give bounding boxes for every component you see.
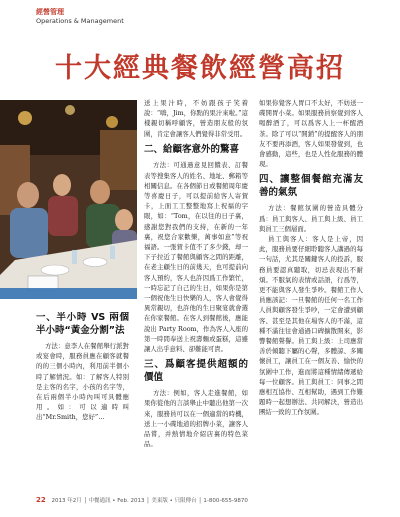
page-number: 22 — [36, 496, 46, 504]
heading-section-2: 二、給顧客意外的驚喜 — [144, 143, 240, 155]
section-label-english: Operations & Management — [36, 17, 124, 25]
section-label-chinese: 經營管理 — [36, 8, 64, 16]
section-header — [36, 8, 124, 26]
paragraph: 方法：意李人在餐館舉行派對或宴會時，服務員應在顧客就餐的的三個小時內，利用前半個小時了解情況。如：了解客人特別是主客的名字，小孩的名字等，在后兩個半小時內叫可具體應用。如：可以適時叫出“Mr.Smith，您好”… — [36, 342, 129, 422]
heading-section-1: 一、半小時 VS 兩個半小時“黃金分割”法 — [36, 312, 129, 336]
text-column-1 — [36, 312, 129, 485]
paragraph: 員工與客人：客人是上帝，因此，服務員要仔細聆聽客人講過的每一句話，尤其是關鍵客人的投訴，服務員要認真聽取，切忌表現出不耐煩。不服氣的表情或話語，行爲等，更不能與客人發生爭吵。餐館工作人員應該記：一旦餐館的任何一名工作人員與顧客發生爭吵，一定會遭到顧客、甚至是其他在場客人的不滿，這種不滿往往會通過口碑擴散開來，影響餐館聲譽。員工與上級：上司應當善於傾聽下屬的心聲，多體諒、多關懷員工，讓員工在一個友善、愉快的氛圍中工作，進而將這種情緒傳遞給每一位顧客。員工與員工：同事之間應相互協作、互相幫助，遇到工作難題時一起想辦法、共同解決，營造出團結一致的工作氛圍。 — [259, 235, 363, 417]
paragraph: 方法：可通過意見回饋表、訂餐表等搜集客人的姓名、地址、郵箱等相關信息。在各個節日或餐館周年慶等喜慶日子，可以提前給客人寄賀卡，上面工工整整地寫上祝福的字眼，如：“Tom，在以往的日子裏，感謝您對我們的支持，在新的一年裏，祝您合家歡樂，萬事如意”等祝福語。一張賀卡值不了多少錢，却一下子拉近了餐館與顧客之間的距離，在老主顧生日的前幾天，也可提前向客人預約，客人也許因爲工作繁忙，一時忘記了自己的生日，如果你是第一個祝他生日快樂的人，客人會覺得異常親切，也許他的生日聚宴就會選在你家餐館。在客人到餐館後，應能說出 Party Room，作為客人入座的第一時間奉送上祝壽麵或蛋糕，這雖讓人出乎意料、卻難能可貴。 — [144, 161, 248, 353]
page-footer — [36, 496, 366, 504]
paragraph: 方法：例如，客人走進餐館，如果你從他的言談舉止中聽出他第一次來，服務員可以在一個適當的時機，送上一小碟地道的招牌小菜，讓客人品嘗，并熱情地介紹店裏的特色菜品。 — [144, 389, 248, 449]
heading-section-3: 三、爲顧客提供超額的價值 — [144, 359, 248, 383]
text-column-2 — [144, 98, 248, 490]
text-column-3 — [259, 98, 363, 490]
restaurant-diners-photo — [0, 100, 137, 299]
article-title: 十大經典餐飲經營高招 — [55, 53, 345, 84]
paragraph: 方法：餐館氛圍的營造具體分爲：員工與客人、員工與上級、員工與員工三個層面。 — [259, 204, 363, 233]
paragraph: 如果你覺客人胃口不太好，不妨送一碟開胃小菜。如果服務員察覺到客人喝醉酒了，可以爲客人上一杯醒酒茶。除了可以“開銷”的提醒客人的朋友不要再添酒，客人如果發覺到，也會感動，這些，也是人性化服務的體現。 — [259, 99, 363, 169]
heading-section-4: 四、讓整個餐館充滿友善的氣氛 — [259, 174, 363, 198]
footer-text: 2013 年2月 │ 中餐通訊 • Feb. 2013 │ 美東版 • 只限傳台 │ 1-800-655-9870 — [51, 498, 248, 504]
paragraph: 送上果汁時，不妨跟孩子笑着說：“嗨，Jim，你點的果汁來啦。”這樣親切稱呼顧客，營造朋友般的氛圍，肯定會讓客人們覺得非常受用。 — [144, 99, 248, 138]
